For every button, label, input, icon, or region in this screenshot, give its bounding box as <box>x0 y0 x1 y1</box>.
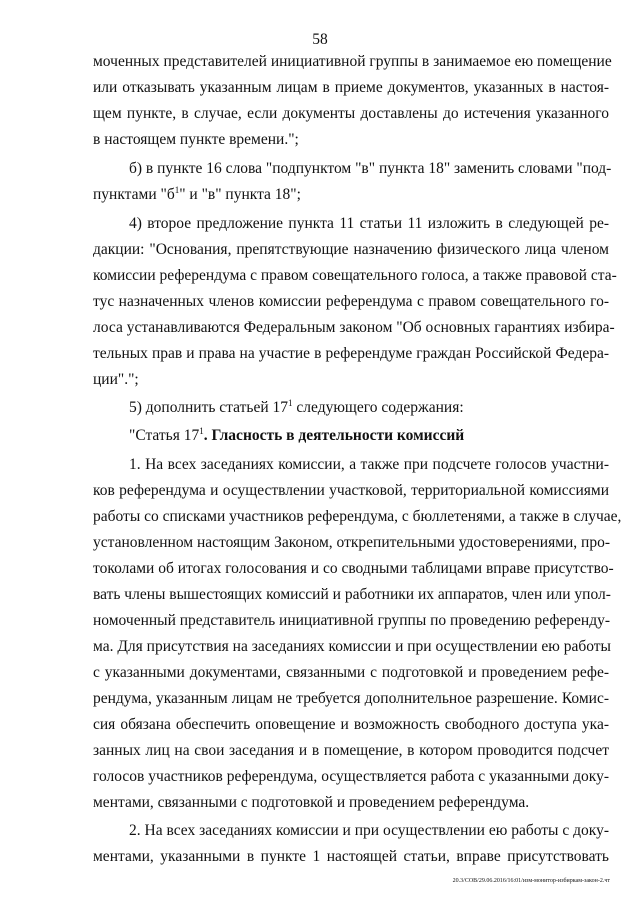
superscript: 1 <box>174 185 180 195</box>
text-line <box>129 397 464 419</box>
superscript: 1 <box>288 398 293 408</box>
text-line: с указанными документами, связанными с подготовкой и проведением рефе- <box>93 664 609 681</box>
superscript: 1 <box>199 426 204 436</box>
text-line: комиссии референдума с правом совещательного голоса, а также правовой ста- <box>93 267 617 284</box>
text-line: ментами, связанными с подготовкой и проведением референдума. <box>93 794 530 811</box>
text-line: тус назначенных членов комиссии референдума с правом совещательного го- <box>93 293 609 310</box>
text-line: дакции: "Основания, препятствующие назначению физического лица членом <box>93 241 609 258</box>
text-line: вать члены вышестоящих комиссий и работники их аппаратов, член или упол- <box>93 586 611 603</box>
text-line: номоченный представитель инициативной группы по проведению референду- <box>93 612 611 629</box>
text-line: или отказывать указанным лицам в приеме документов, указанных в настоя- <box>93 79 609 96</box>
text-fragment: следующего содержания: <box>292 399 464 416</box>
text-line: б) в пункте 16 слова "подпунктом "в" пункта 18" заменить словами "под- <box>129 160 612 177</box>
text-line: 2. На всех заседаниях комиссии и при осуществлении ею работы с доку- <box>129 822 609 839</box>
text-line: рендума, указанным лицам не требуется дополнительное разрешение. Комис- <box>93 690 609 707</box>
text-line: щем пункте, в случае, если документы доставлены до истечения указанного <box>93 105 609 122</box>
text-line: работы со списками участников референдума, с бюллетенями, а также в случае, <box>93 508 622 525</box>
text-line: 4) второе предложение пункта 11 статьи 11 изложить в следующей ре- <box>129 215 609 232</box>
text-line: тельных прав и права на участие в референдуме граждан Российской Федера- <box>93 345 609 362</box>
article-heading <box>129 425 464 447</box>
text-line: 1. На всех заседаниях комиссии, а также при подсчете голосов участни- <box>129 456 609 473</box>
text-fragment: " и "в" пункта 18"; <box>179 186 301 203</box>
text-fragment: 5) дополнить статьей 17 <box>129 399 289 416</box>
text-line <box>93 184 301 206</box>
text-fragment: "Статья 17 <box>129 427 200 444</box>
text-line: установленном настоящим Законом, открепительными удостоверениями, про- <box>93 534 611 551</box>
text-line: сия обязана обеспечить оповещение и возможность свободного доступа ука- <box>93 716 609 733</box>
text-line: ментами, указанными в пункте 1 настоящей статьи, вправе присутствовать <box>93 848 609 865</box>
text-line: занных лиц на свои заседания и в помещение, в котором проводится подсчет <box>93 742 609 759</box>
document-footer-code: 20.3/СОВ/29.06.2016/16:01/изм-монитор-избиркам-закон-2.чт <box>452 878 610 884</box>
text-line: в настоящем пункте времени."; <box>93 131 299 148</box>
text-line: ции"."; <box>93 371 139 388</box>
text-line: моченных представителей инициативной группы в занимаемое ею помещение <box>93 53 612 70</box>
article-title: . Гласность в деятельности комиссий <box>203 427 465 444</box>
text-line: лоса устанавливаются Федеральным законом "Об основных гарантиях избира- <box>93 319 615 336</box>
text-line: ма. Для присутствия на заседаниях комиссии и при осуществлении ею работы <box>93 638 611 655</box>
page-number: 58 <box>312 31 328 48</box>
text-line: голосов участников референдума, осуществляется работа с указанными доку- <box>93 768 609 785</box>
text-line: ков референдума и осуществлении участковой, территориальной комиссиями <box>93 482 609 499</box>
text-line: токолами об итогах голосования и со сводными таблицами вправе присутство- <box>93 560 614 577</box>
text-fragment: пунктами "б <box>93 186 175 203</box>
